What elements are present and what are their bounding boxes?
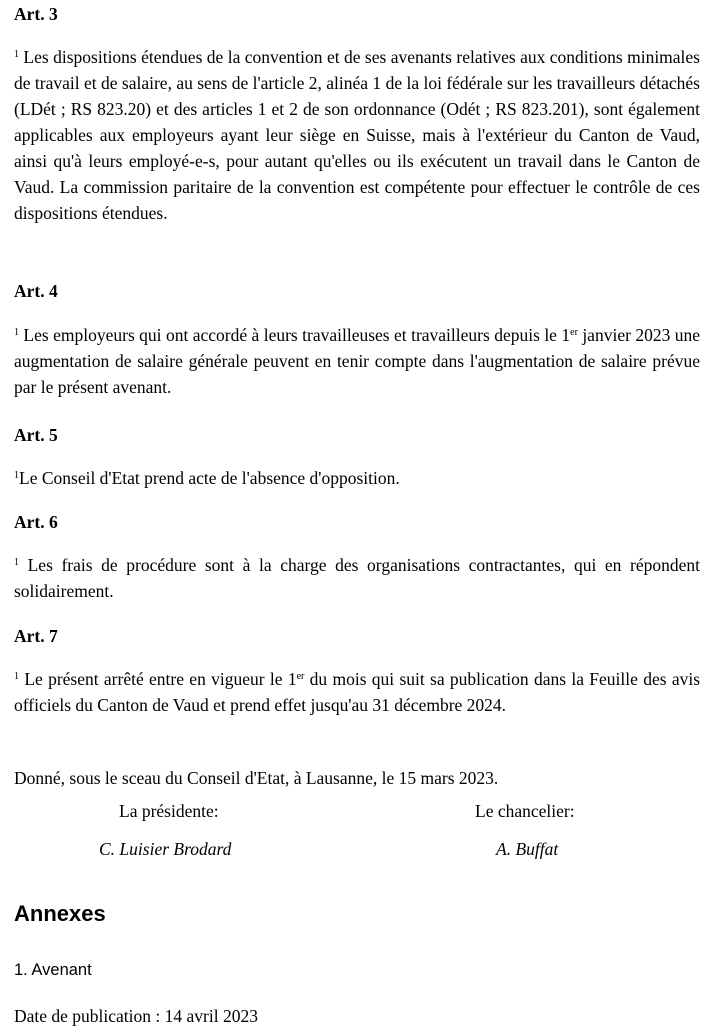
article-3-paragraph: [14, 44, 700, 226]
annexes-section: [14, 900, 700, 928]
article-title: Art. 7: [14, 626, 58, 646]
paragraph-number: 1: [14, 671, 19, 682]
annexes-heading: Annexes: [14, 901, 106, 926]
chancellor-role: Le chancelier:: [475, 801, 575, 821]
article-7-paragraph: [14, 666, 700, 718]
article-4: [14, 280, 700, 302]
ordinal-suffix: er: [570, 327, 578, 338]
annex-item[interactable]: 1. Avenant: [14, 961, 92, 979]
article-title: Art. 6: [14, 512, 58, 532]
paragraph-number: 1: [14, 557, 19, 568]
paragraph-number: 1: [14, 49, 19, 60]
article-5-paragraph: [14, 465, 700, 491]
president-name: C. Luisier Brodard: [99, 839, 232, 859]
article-5: [14, 424, 700, 446]
article-3: [14, 3, 700, 25]
article-4-paragraph: [14, 322, 700, 400]
paragraph-number: 1: [14, 470, 19, 481]
publication-date: Date de publication : 14 avril 2023: [14, 1006, 258, 1026]
paragraph-text: Le Conseil d'Etat prend acte de l'absence d'opposition.: [19, 468, 400, 488]
article-title: Art. 4: [14, 281, 58, 301]
article-6: [14, 511, 700, 533]
president-role: La présidente:: [119, 801, 219, 821]
chancellor-name: A. Buffat: [496, 839, 559, 859]
article-6-paragraph: [14, 552, 700, 604]
paragraph-text-cont: janvier 2023 une augmentation de salaire générale peuvent en tenir compte dans l'augmentation de salaire prévue par le présent avenant.: [14, 325, 701, 397]
paragraph-text: Le présent arrêté entre en vigueur le 1: [24, 669, 297, 689]
article-title: Art. 3: [14, 4, 58, 24]
given-line: Donné, sous le sceau du Conseil d'Etat, à Lausanne, le 15 mars 2023.: [14, 768, 499, 788]
paragraph-text-cont: du mois qui suit sa publication dans la Feuille des avis officiels du Canton de Vaud et prend effet jusqu'au 31 décembre 2024.: [14, 669, 701, 715]
article-title: Art. 5: [14, 425, 58, 445]
paragraph-text: Les employeurs qui ont accordé à leurs travailleuses et travailleurs depuis le 1: [23, 325, 571, 345]
article-7: [14, 625, 700, 647]
annex-list: [14, 959, 700, 981]
paragraph-text: Les dispositions étendues de la convention et de ses avenants relatives aux conditions minimales de travail et de salaire, au sens de l'article 2, alinéa 1 de la loi fédérale sur les travailleurs détachés (LDét ; RS 823.20) et des articles 1 et 2 de son ordonnance (Odét ; RS 823.201), sont également applicables aux employeurs ayant leur siège en Suisse, mais à l'extérieur du Canton de Vaud, ainsi qu'à leurs employé-e-s, pour autant qu'elles ou ils exécutent un travail dans le Canton de Vaud. La commission paritaire de la convention est compétente pour effectuer le contrôle de ces dispositions étendues.: [14, 47, 700, 223]
paragraph-number: 1: [14, 327, 19, 338]
ordinal-suffix: er: [296, 671, 305, 682]
paragraph-text: Les frais de procédure sont à la charge des organisations contractantes, qui en répondent solidairement.: [14, 555, 701, 601]
